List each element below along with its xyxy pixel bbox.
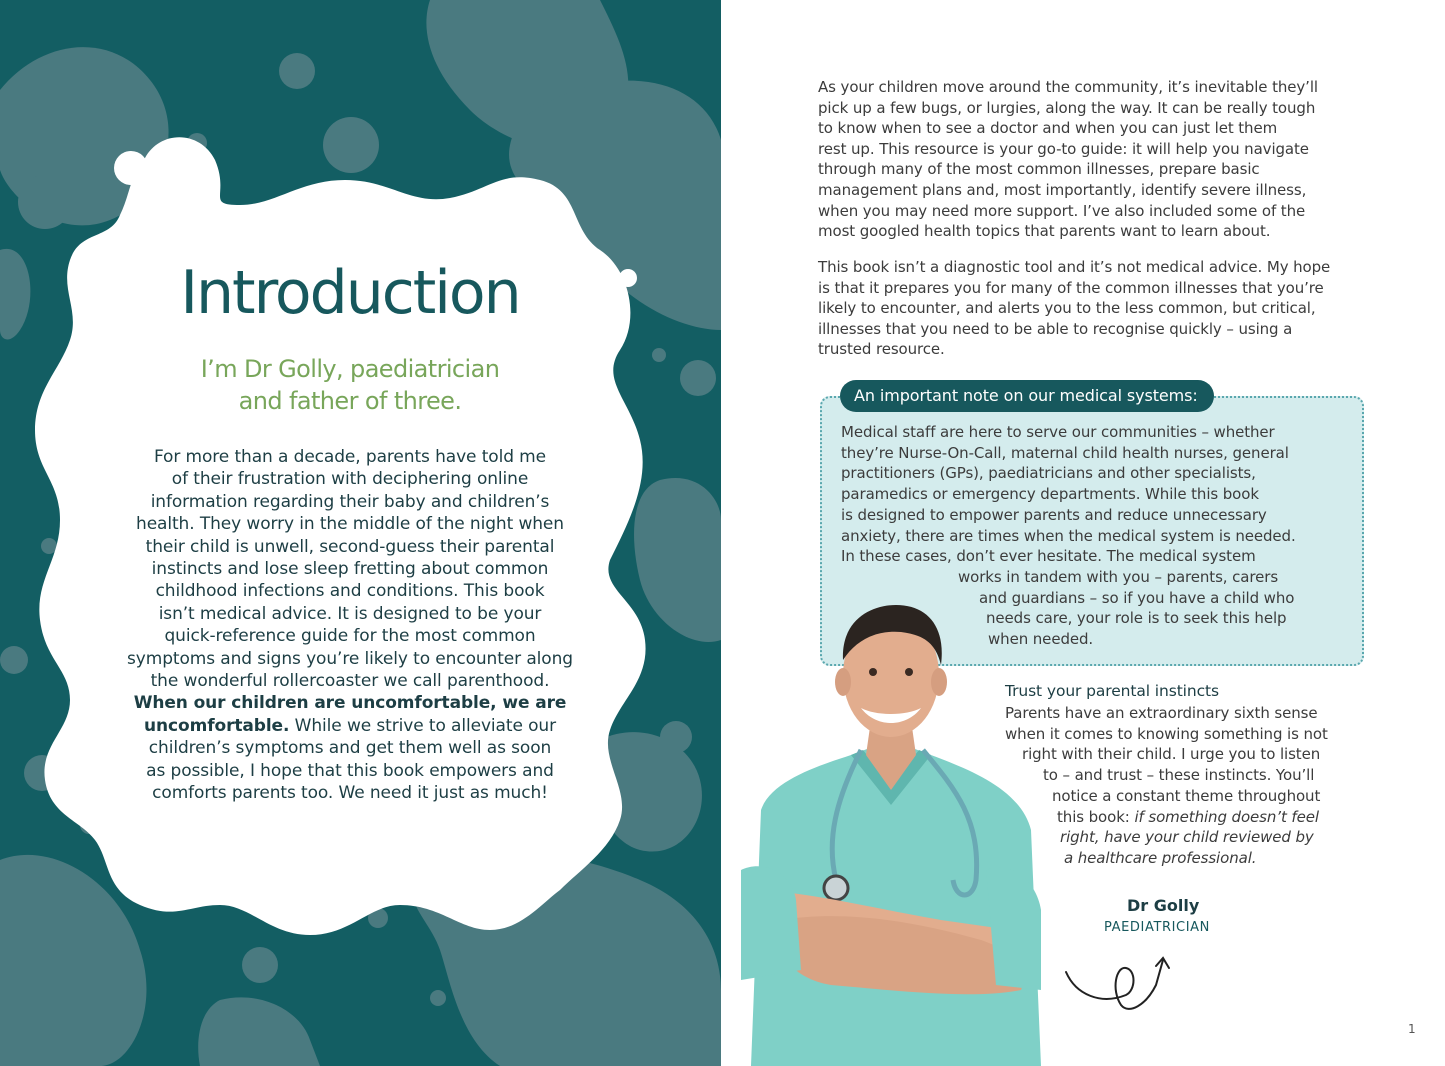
bold-statement-2: uncomfortable. <box>144 715 290 736</box>
trust-heading: Trust your parental instincts <box>1005 682 1219 700</box>
page-number: 1 <box>1408 1022 1416 1036</box>
subtitle: I’m Dr Golly, paediatrician and father of three. <box>200 355 500 415</box>
paragraph-1: As your children move around the community, it’s inevitable they’ll pick up a few bugs, or lurgies, along the way. It can be really tough to know when to see a doctor and when you can just let them rest up. This resource is your go-to guide: it will help you navigate through many of the most common illnesses, prepare basic management plans and, most importantly, identify severe illness, when you may need more support. I’ve also included some of the most googled health topics that parents want to learn about. <box>818 78 1318 241</box>
signature-name: Dr Golly <box>1127 896 1200 915</box>
medical-note-text: Medical staff are here to serve our communities – whether they’re Nurse-On-Call, maternal child health nurses, general practitioners (GPs), paediatricians and other specialists, paramedics or emergency departments. While this book is designed to empower parents and reduce unnecessary anxiety, there are times when the medical system is needed. In these cases, don’t ever hesitate. The medical system works in tandem with you – parents, carers and guardians – so if you have a child who needs care, your role is to seek this help when needed. <box>841 423 1296 649</box>
doctor-photo <box>741 590 1041 1066</box>
intro-body: For more than a decade, parents have told me of their frustration with deciphering online information regarding their baby and children’s health. They worry in the middle of the night when their child is unwell, second-guess their parental instincts and lose sleep fretting about common childhood infections and conditions. This book isn’t medical advice. It is designed to be your quick-reference guide for the most common symptoms and signs you’re likely to encounter along the wonderful rollercoaster we call parenthood. When our children are uncomfortable, we are uncomfortable. While we strive to alleviate our children’s symptoms and get them well as soon as possible, I hope that this book empowers and comforts parents too. We need it just as much! <box>100 446 600 805</box>
signature-scribble-icon <box>1061 950 1181 1020</box>
left-page <box>0 0 721 1066</box>
page-title: Introduction <box>180 258 520 328</box>
trust-text: Parents have an extraordinary sixth sense when it comes to knowing something is not right with their child. I urge you to listen to – and trust – these instincts. You’ll notice a constant theme throughout this book: if something doesn’t feel right, have your child reviewed by a healthcare professional. <box>1005 704 1328 867</box>
paragraph-2: This book isn’t a diagnostic tool and it’s not medical advice. My hope is that it prepares you for many of the common illnesses that you’re likely to encounter, and alerts you to the less common, but critical, illnesses that you need to be able to recognise quickly – using a trusted resource. <box>818 258 1331 359</box>
bold-statement-1: When our children are uncomfortable, we are <box>133 693 567 714</box>
signature-role: PAEDIATRICIAN <box>1104 920 1210 935</box>
right-page <box>721 0 1445 1066</box>
medical-note-heading: An important note on our medical systems: <box>840 380 1214 412</box>
